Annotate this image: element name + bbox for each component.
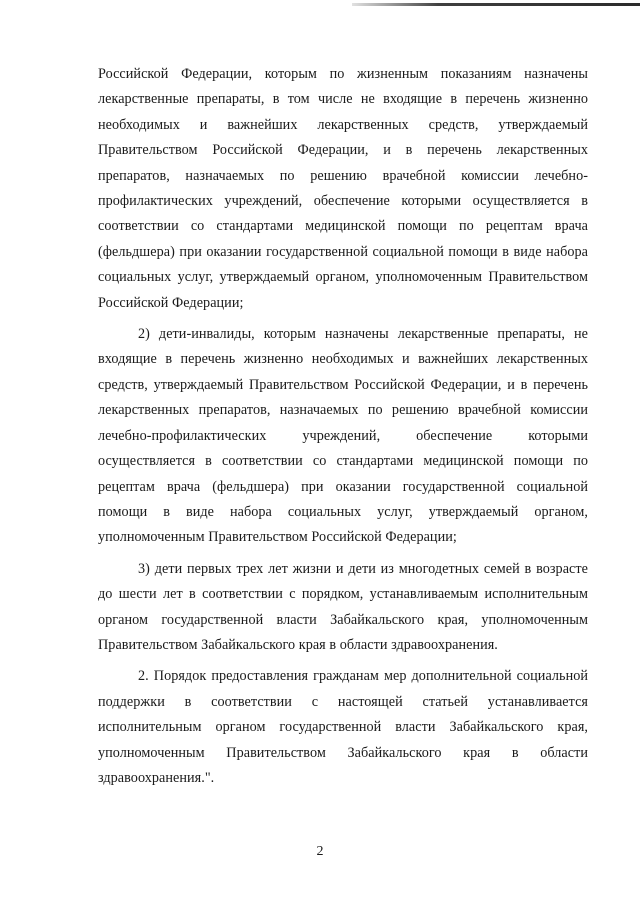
- paragraph-continuation: Российской Федерации, которым по жизненным показаниям назначены лекарственные препараты, в том числе не входящие в перечень жизненно необходимых и важнейших лекарственных средств, утверждаемый Правительством Российской Федерации, и в перечень лекарственных препаратов, назначаемых по решению врачебной комиссии лечебно-профилактических учреждений, обеспечение которыми осуществляется в соответствии со стандартами медицинской помощи по рецептам врача (фельдшера) при оказании государственной социальной помощи в виде набора социальных услуг, утверждаемый органом, уполномоченным Правительством Российской Федерации;: [98, 66, 588, 311]
- paragraph-section-2: 2. Порядок предоставления гражданам мер дополнительной социальной поддержки в соответствии с настоящей статьей устанавливается исполнительным органом государственной власти Забайкальского края, уполномоченным Правительством Забайкальского края в области здравоохранения.".: [98, 668, 588, 786]
- page-number: 2: [316, 844, 324, 859]
- scan-edge-mark: [352, 3, 640, 6]
- paragraph-item-2: 2) дети-инвалиды, которым назначены лекарственные препараты, не входящие в перечень жизненно необходимых и важнейших лекарственных средств, утверждаемый Правительством Российской Федерации, и в перечень лекарственных препаратов, назначаемых по решению врачебной комиссии лечебно-профилактических учреждений, обеспечение которыми осуществляется в соответствии со стандартами медицинской помощи по рецептам врача (фельдшера) при оказании государственной социальной помощи в виде набора социальных услуг, утверждаемый органом, уполномоченным Правительством Российской Федерации;: [98, 326, 588, 546]
- document-body: [98, 62, 588, 791]
- paragraph-item-3: 3) дети первых трех лет жизни и дети из многодетных семей в возрасте до шести лет в соответствии с порядком, устанавливаемым исполнительным органом государственной власти Забайкальского края, уполномоченным Правительством Забайкальского края в области здравоохранения.: [98, 560, 588, 653]
